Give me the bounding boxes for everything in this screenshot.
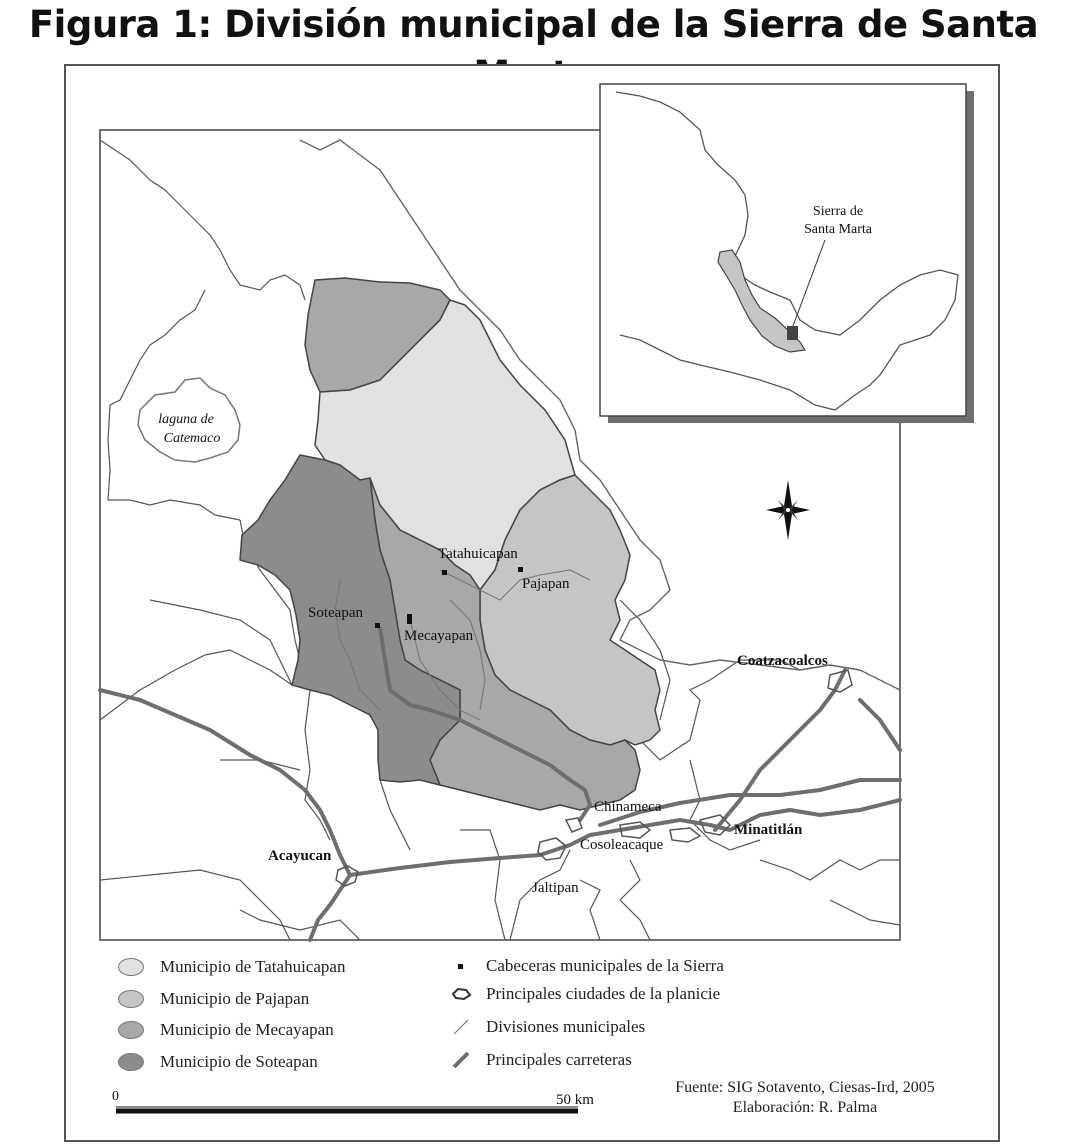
label-jaltipan: Jaltipan	[532, 880, 579, 896]
label-tatahuicapan: Tatahuicapan	[438, 546, 518, 562]
inset-sierra-marker	[787, 326, 798, 340]
legend-label: Principales carreteras	[486, 1050, 632, 1069]
seat-mecayapan	[407, 614, 412, 624]
label-laguna-2: Catemaco	[163, 431, 221, 446]
legend-swatch	[118, 1021, 144, 1039]
legend-mecayapan	[118, 1020, 334, 1040]
inset-label-1: Sierra de	[812, 204, 864, 219]
seat-soteapan	[375, 623, 380, 628]
legend-label: Municipio de Tatahuicapan	[160, 957, 346, 976]
scale-end: 50 km	[556, 1092, 594, 1108]
label-minatitlan: Minatitlán	[734, 822, 803, 838]
label-laguna-1: laguna de	[158, 412, 214, 427]
legend-swatch	[118, 1053, 144, 1071]
legend-cabeceras	[450, 956, 724, 976]
label-coatzacoalcos: Coatzacoalcos	[737, 653, 828, 669]
legend-pajapan	[118, 989, 309, 1009]
legend-swatch	[118, 990, 144, 1008]
legend-label: Divisiones municipales	[486, 1017, 646, 1036]
source-line: Fuente: SIG Sotavento, Ciesas-Ird, 2005	[675, 1079, 935, 1096]
legend-label: Municipio de Pajapan	[160, 989, 310, 1008]
legend-divisiones	[450, 1017, 645, 1037]
legend-tatahuicapan	[118, 957, 345, 977]
figure-title: Figura 1: División municipal de la Sierra de Santa	[28, 3, 1039, 46]
scale-start: 0	[112, 1089, 119, 1104]
legend-swatch	[118, 958, 144, 976]
city-outline-icon	[450, 984, 472, 1004]
seat-pajapan	[518, 567, 523, 572]
legend-label: Municipio de Mecayapan	[160, 1020, 334, 1039]
thin-line-icon	[450, 1017, 472, 1037]
label-soteapan: Soteapan	[308, 605, 363, 621]
legend-label: Municipio de Soteapan	[160, 1052, 318, 1071]
legend-label: Cabeceras municipales de la Sierra	[486, 956, 724, 975]
legend-carreteras	[450, 1050, 632, 1070]
label-acayucan: Acayucan	[268, 848, 332, 864]
credit-line: Elaboración: R. Palma	[732, 1099, 878, 1116]
legend-soteapan	[118, 1052, 318, 1072]
thick-line-icon	[450, 1050, 472, 1070]
inset-map	[600, 84, 966, 416]
seat-tatahuicapan	[442, 570, 447, 575]
legend-label: Principales ciudades de la planicie	[486, 984, 721, 1003]
label-mecayapan: Mecayapan	[404, 628, 474, 644]
label-cosoleacaque: Cosoleacaque	[580, 837, 664, 853]
inset-label-2: Santa Marta	[803, 222, 873, 237]
legend-ciudades	[450, 984, 720, 1004]
label-chinameca: Chinameca	[594, 799, 662, 815]
square-dot-icon	[450, 956, 472, 976]
label-pajapan: Pajapan	[522, 576, 570, 592]
